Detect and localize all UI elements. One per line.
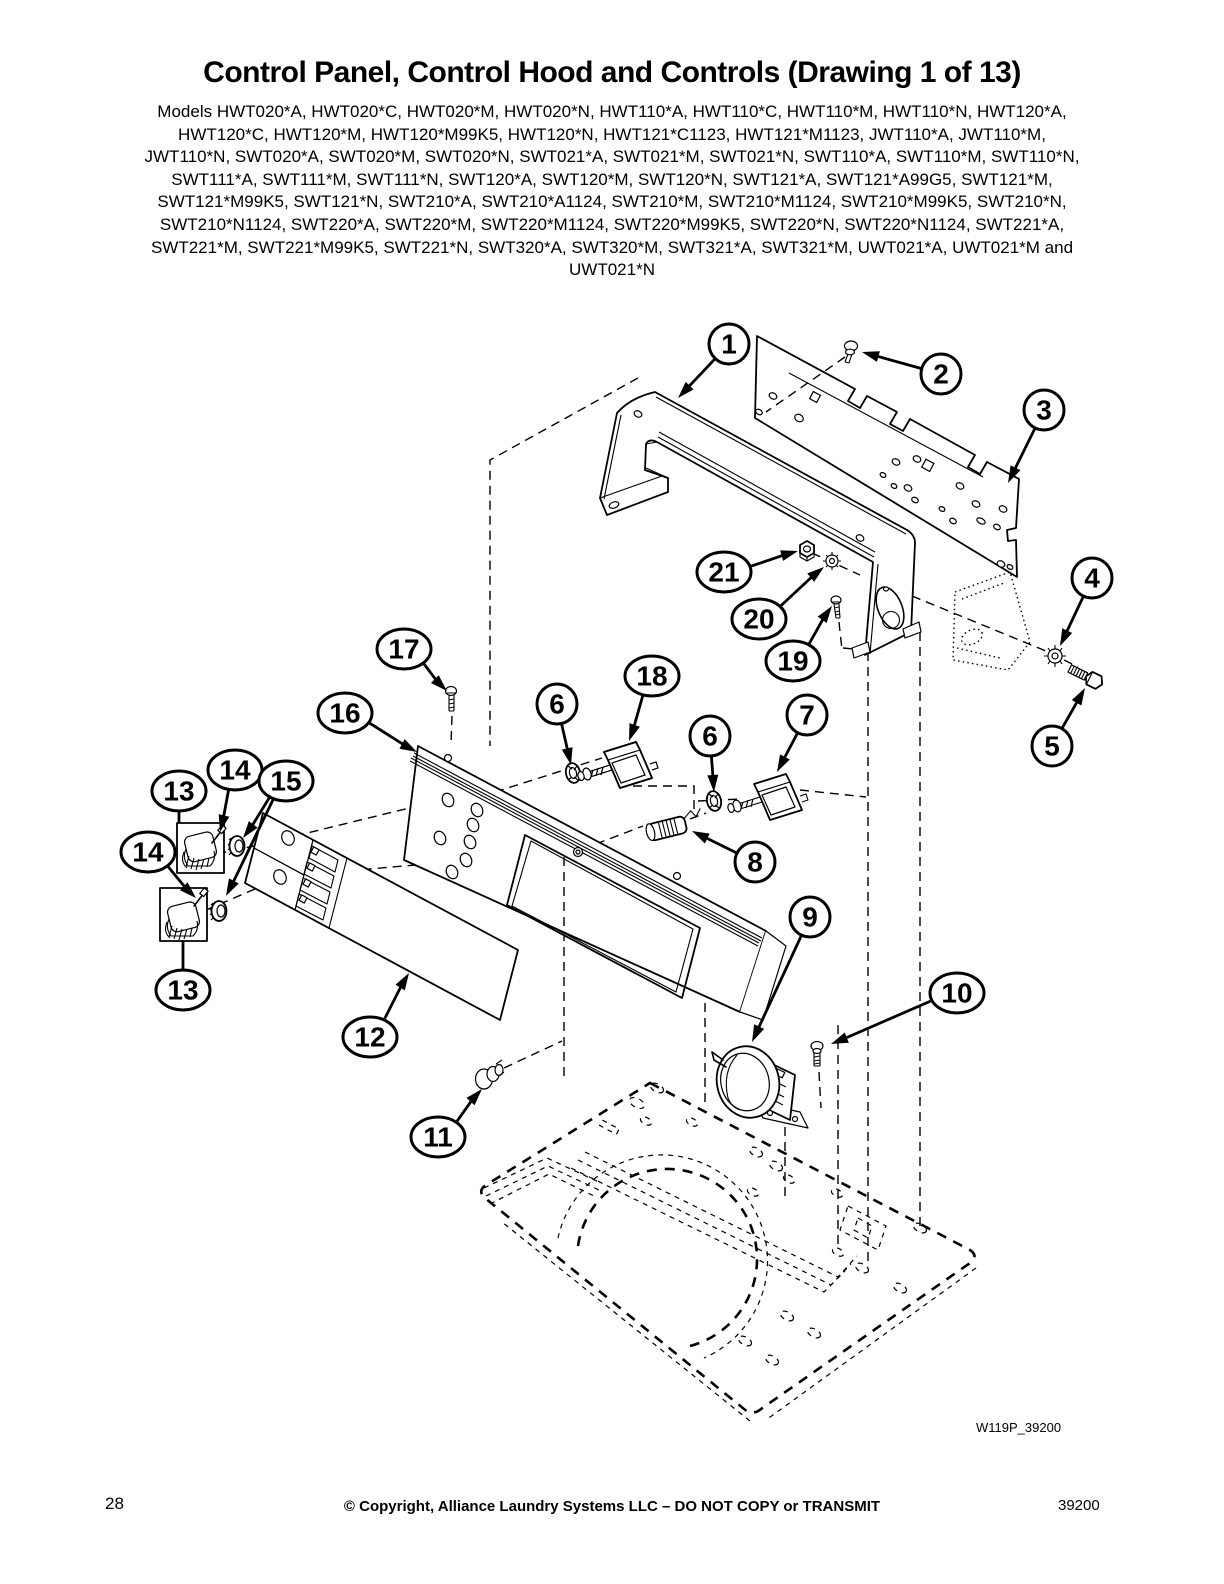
svg-text:1: 1: [721, 328, 737, 360]
screw-part-17: [446, 687, 457, 712]
svg-text:16: 16: [329, 697, 361, 729]
lock-washer-right-part-6: [705, 790, 723, 812]
svg-text:14: 14: [132, 836, 164, 868]
model-list-line: SWT221*M, SWT221*M99K5, SWT221*N, SWT320*A, SWT320*M, SWT321*A, SWT321*M, UWT021*A, UWT021*M and: [150, 237, 1074, 257]
push-fastener-part-11: [476, 1060, 505, 1089]
svg-text:10: 10: [941, 977, 973, 1009]
callout-2: [862, 351, 961, 394]
svg-text:6: 6: [549, 688, 565, 720]
knob-box-upper-part-13: [177, 823, 226, 873]
document-number: 39200: [1058, 1497, 1100, 1514]
callout-13: [156, 941, 210, 1010]
screw-part-2: [845, 341, 858, 363]
callout-17: [377, 629, 447, 691]
console-bracket-reference: [953, 572, 1030, 670]
hex-nut-part-21: [800, 541, 814, 561]
model-list-line: SWT111*A, SWT111*M, SWT111*N, SWT120*A, SWT120*M, SWT120*N, SWT121*A, SWT121*A99G5, SWT121*M,: [171, 169, 1053, 189]
svg-text:8: 8: [747, 846, 763, 878]
callout-4: [1060, 558, 1112, 646]
pressure-switch-part-9: [709, 1040, 808, 1128]
indicator-light-part-8: [644, 808, 705, 841]
star-washer-part-20: [823, 552, 841, 570]
callout-3: [1008, 390, 1064, 483]
svg-text:14: 14: [219, 754, 251, 786]
svg-text:13: 13: [163, 775, 195, 807]
callout-11: [411, 1089, 482, 1157]
knob-nut-upper-part-15: [228, 836, 245, 856]
model-list-line: Models HWT020*A, HWT020*C, HWT020*M, HWT020*N, HWT110*A, HWT110*C, HWT110*M, HWT110*N, HWT120*A,: [157, 102, 1067, 121]
hex-bolt-part-5: [1067, 662, 1105, 690]
callout-21: [697, 550, 798, 592]
callout-13: [152, 771, 206, 823]
callout-5: [1032, 688, 1085, 766]
page-number: 28: [105, 1494, 124, 1513]
callout-10: [831, 973, 984, 1044]
svg-text:2: 2: [933, 358, 949, 390]
callout-6: [537, 684, 577, 765]
switch-part-7: [727, 774, 808, 820]
screw-part-10: [811, 1042, 823, 1067]
star-washer-part-4: [1044, 645, 1066, 667]
callout-14: [208, 750, 262, 832]
svg-text:18: 18: [636, 660, 668, 692]
model-list-line: SWT121*M99K5, SWT121*N, SWT210*A, SWT210*A1124, SWT210*M, SWT210*M1124, SWT210*M99K5, SWT210*N,: [157, 192, 1067, 212]
callout-16: [318, 693, 417, 752]
svg-text:9: 9: [802, 901, 818, 933]
svg-text:5: 5: [1044, 730, 1060, 762]
svg-text:20: 20: [743, 603, 775, 635]
callout-8: [692, 831, 775, 882]
svg-text:19: 19: [777, 645, 809, 677]
svg-text:3: 3: [1036, 394, 1052, 426]
switch-part-18: [577, 742, 658, 788]
screw-part-19: [831, 596, 841, 618]
callout-7: [777, 695, 827, 772]
svg-text:7: 7: [799, 699, 815, 731]
svg-text:12: 12: [354, 1021, 386, 1053]
svg-text:17: 17: [388, 633, 420, 665]
cabinet-top-reference: [481, 1081, 976, 1421]
svg-text:4: 4: [1084, 562, 1100, 594]
callout-18: [625, 656, 679, 741]
model-list-line: UWT021*N: [569, 260, 655, 280]
knob-nut-lower-part-15: [210, 901, 227, 921]
model-list-line: SWT210*N1124, SWT220*A, SWT220*M, SWT220*M1124, SWT220*M99K5, SWT220*N, SWT220*N1124, SWT221*A,: [159, 214, 1065, 234]
svg-text:21: 21: [708, 556, 740, 588]
copyright-line: © Copyright, Alliance Laundry Systems LLC – DO NOT COPY or TRANSMIT: [343, 1498, 881, 1515]
model-list-line: JWT110*N, SWT020*A, SWT020*M, SWT020*N, SWT021*A, SWT021*M, SWT021*N, SWT110*A, SWT110*M, SWT110*N,: [144, 147, 1080, 167]
svg-text:13: 13: [167, 974, 199, 1006]
svg-text:11: 11: [423, 1121, 453, 1153]
svg-text:15: 15: [270, 765, 302, 797]
callout-1: [678, 324, 749, 398]
callout-12: [343, 973, 409, 1057]
knob-box-lower-part-13: [160, 888, 208, 941]
callout-6: [690, 716, 730, 792]
model-list-line: HWT120*C, HWT120*M, HWT120*M99K5, HWT120*N, HWT121*C1123, HWT121*M1123, JWT110*A, JWT110*M,: [178, 124, 1046, 144]
page-title: Control Panel, Control Hood and Controls (Drawing 1 of 13): [203, 56, 1021, 89]
svg-text:6: 6: [702, 720, 718, 752]
drawing-code-label: W119P_39200: [976, 1420, 1062, 1435]
